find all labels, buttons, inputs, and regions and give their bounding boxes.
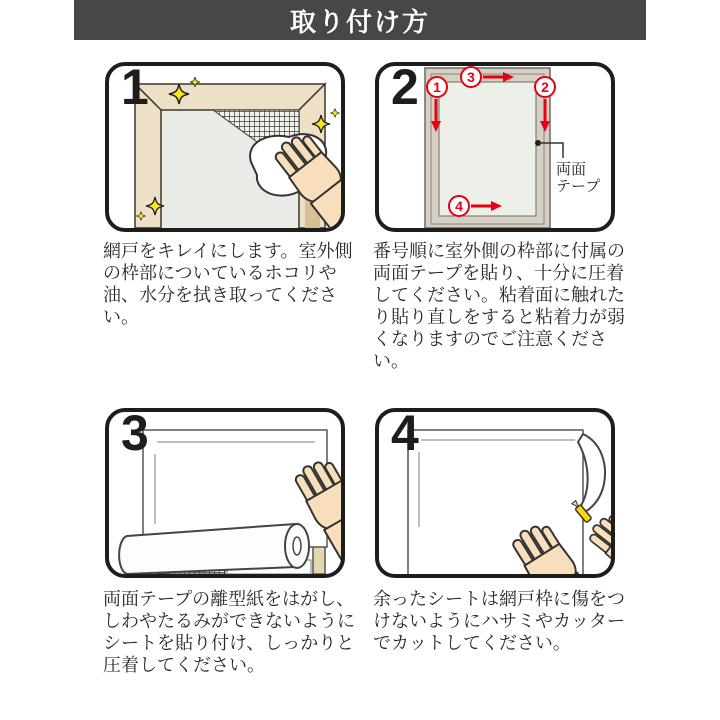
header-banner (74, 0, 646, 40)
step3-panel (105, 408, 345, 578)
circled-number-3 (461, 67, 481, 87)
step-number: 2 (391, 62, 419, 115)
step3-caption: 両面テープの離型紙をはがし、しわやたるみができないようにシートを貼り付け、しっかりと圧着してください。 (103, 589, 355, 675)
step2-caption: 番号順に室外側の枠部に付属の両面テープを貼り、十分に圧着してください。粘着面に触れたり貼り直しをすると粘着力が弱くなりますのでご注意ください。 (373, 241, 625, 371)
circled-number-1 (427, 77, 447, 97)
svg-text:2: 2 (541, 79, 549, 95)
step-number: 1 (121, 62, 149, 115)
step4-caption: 余ったシートは網戸枠に傷をつけないようにハサミやカッターでカットしてください。 (373, 589, 625, 653)
step-number: 4 (391, 408, 419, 461)
tape-label-line1: 両面 (556, 161, 587, 178)
circled-number-4 (449, 196, 469, 216)
svg-text:3: 3 (467, 69, 475, 85)
step1-caption: 網戸をキレイにします。室外側の枠部についているホコリや油、水分を拭き取ってください。 (103, 241, 353, 327)
tape-label-line2: テープ (556, 178, 601, 195)
step-number: 3 (121, 408, 149, 461)
svg-text:1: 1 (433, 79, 441, 95)
step2-panel (375, 62, 615, 232)
step4-panel (375, 408, 615, 578)
frame-post-right (313, 544, 325, 574)
svg-text:4: 4 (455, 198, 463, 214)
circled-number-2 (535, 77, 555, 97)
page-title: 取り付け方 (289, 6, 430, 37)
step1-panel (105, 62, 345, 232)
